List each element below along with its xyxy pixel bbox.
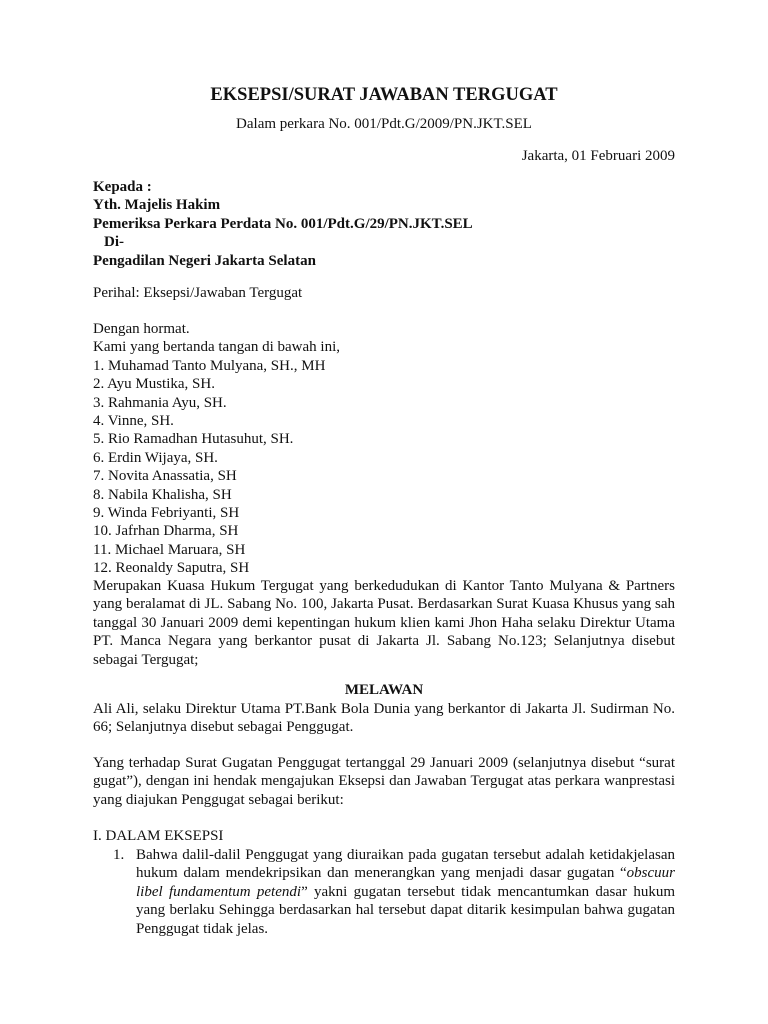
perihal-line: Perihal: Eksepsi/Jawaban Tergugat [93,285,303,301]
eksepsi-item-text-after: ” yakni gugatan tersebut tidak mencantumkan dasar hukum yang berlaku Sehingga berdasarkan hal tersebut dapat ditarik kesimpulan bahwa gugatan Penggugat tidak jelas. [136,883,676,937]
eksepsi-item [93,846,675,938]
signatory-item: 6. Erdin Wijaya, SH. [93,449,218,466]
recipient-kepada: Kepada : [93,179,152,195]
recipient-yth: Yth. Majelis Hakim [93,197,221,214]
kuasa-paragraph: Merupakan Kuasa Hukum Tergugat yang berkedudukan di Kantor Tanto Mulyana & Partners yang beralamat di JL. Sabang No. 100, Jakarta Pusat. Berdasarkan Surat Kuasa Khusus yang sah tanggal 30 Januari 2009 demi kepentingan hukum klien kami Jhon Haha selaku Direktur Utama PT. Manca Negara yang berkantor pusat di Jakarta Jl. Sabang No.123; Selanjutnya disebut sebagai Tergugat; [93,578,675,668]
signatory-item: 2. Ayu Mustika, SH. [93,376,215,393]
signatory-item: 11. Michael Maruara, SH [93,541,246,558]
case-number-line: Dalam perkara No. 001/Pdt.G/2009/PN.JKT.SEL [236,116,532,132]
signatories-block [93,320,675,578]
intro-line: Kami yang bertanda tangan di bawah ini, [93,339,341,356]
eksepsi-item-italic: obscuur libel fundamentum petendi [136,865,675,900]
signatory-item: 12. Reonaldy Saputra, SH [93,560,250,577]
signatory-item: 1. Muhamad Tanto Mulyana, SH., MH [93,357,326,374]
document-title: EKSEPSI/SURAT JAWABAN TERGUGAT [210,85,558,105]
recipient-block [93,178,675,270]
melawan-heading: MELAWAN [344,682,424,698]
signatory-item: 9. Winda Febriyanti, SH [93,505,240,522]
greeting: Dengan hormat. [93,321,190,337]
signatory-item: 5. Rio Ramadhan Hutasuhut, SH. [93,431,294,448]
section-heading-eksepsi: I. DALAM EKSEPSI [93,828,224,844]
eksepsi-list [93,846,675,938]
signatory-item: 7. Novita Anassatia, SH [93,468,237,485]
melawan-paragraph: Ali Ali, selaku Direktur Utama PT.Bank Bola Dunia yang berkantor di Jakarta Jl. Sudirman No. 66; Selanjutnya disebut sebagai Penggugat. [93,701,675,736]
recipient-court: Pengadilan Negeri Jakarta Selatan [93,252,316,269]
eksepsi-item-text-before: Bahwa dalil-dalil Penggugat yang diuraikan pada gugatan tersebut adalah ketidakjelasan hukum dalam mendekripsikan dan menerangkan yang menjadi dasar gugatan “ [136,847,675,882]
signatory-item: 3. Rahmania Ayu, SH. [93,394,227,411]
document-date: Jakarta, 01 Februari 2009 [521,148,675,164]
signatory-item: 4. Vinne, SH. [93,413,174,430]
recipient-di: Di- [104,234,124,251]
terhadap-paragraph: Yang terhadap Surat Gugatan Penggugat tertanggal 29 Januari 2009 (selanjutnya disebut “surat gugat”), dengan ini hendak mengajukan Eksepsi dan Jawaban Tergugat atas perkara wanprestasi yang diajukan Penggugat sebagai berikut: [93,755,675,808]
recipient-pemeriksa: Pemeriksa Perkara Perdata No. 001/Pdt.G/29/PN.JKT.SEL [93,215,473,232]
eksepsi-item-number: 1. [113,847,125,863]
signatory-item: 8. Nabila Khalisha, SH [93,486,232,503]
signatory-item: 10. Jafrhan Dharma, SH [93,523,239,540]
